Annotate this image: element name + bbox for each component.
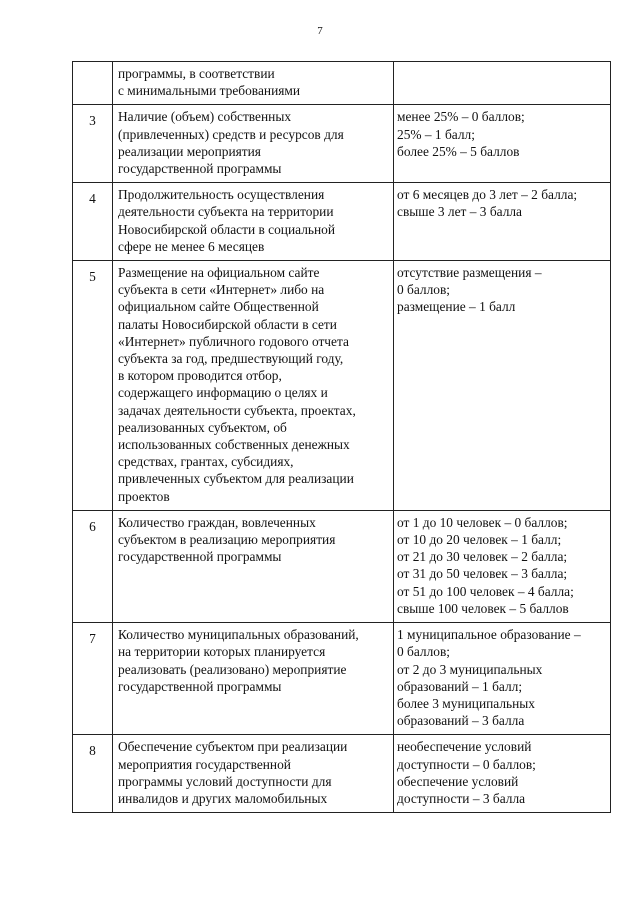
score-line: размещение – 1 балл: [397, 299, 516, 315]
criterion-line: привлеченных субъектом для реализации: [118, 471, 354, 487]
criterion-line: государственной программы: [118, 549, 282, 565]
criterion-cell: [113, 105, 394, 183]
criterion-line: реализации мероприятия: [118, 143, 261, 159]
criterion-cell: [113, 261, 394, 511]
criterion-line: официальном сайте Общественной: [118, 299, 319, 315]
criterion-line: на территории которых планируется: [118, 644, 326, 660]
score-cell: [394, 183, 611, 261]
score-line: свыше 3 лет – 3 балла: [397, 204, 523, 220]
score-line: более 25% – 5 баллов: [397, 143, 520, 159]
table-row: [73, 261, 611, 511]
row-number: 4: [73, 183, 113, 261]
row-number: [73, 62, 113, 105]
criterion-line: субъекта за год, предшествующий году,: [118, 351, 344, 367]
score-line: от 31 до 50 человек – 3 балла;: [397, 566, 568, 582]
score-line: 25% – 1 балл;: [397, 126, 475, 142]
criterion-cell: [113, 623, 394, 735]
score-cell: [394, 261, 611, 511]
criterion-line: Количество муниципальных образований,: [118, 627, 359, 643]
table-row: [73, 105, 611, 183]
score-line: образований – 1 балл;: [397, 678, 523, 694]
row-number: 6: [73, 510, 113, 622]
table-row: [73, 183, 611, 261]
criterion-line: задачах деятельности субъекта, проектах,: [118, 402, 356, 418]
score-cell: [394, 105, 611, 183]
row-number: 5: [73, 261, 113, 511]
score-line: необеспечение условий: [397, 739, 532, 755]
score-cell: [394, 623, 611, 735]
criterion-line: деятельности субъекта на территории: [118, 204, 334, 220]
criterion-line: «Интернет» публичного годового отчета: [118, 333, 349, 349]
score-cell: [394, 62, 611, 105]
score-line: от 21 до 30 человек – 2 балла;: [397, 549, 568, 565]
score-line: 0 баллов;: [397, 282, 451, 298]
criterion-line: сфере не менее 6 месяцев: [118, 238, 265, 254]
criterion-line: реализованных субъектом, об: [118, 419, 287, 435]
criterion-line: государственной программы: [118, 678, 282, 694]
score-line: более 3 муниципальных: [397, 695, 535, 711]
criterion-line: Обеспечение субъектом при реализации: [118, 739, 348, 755]
table-row: [73, 623, 611, 735]
criterion-line: государственной программы: [118, 161, 282, 177]
criterion-cell: [113, 510, 394, 622]
score-line: отсутствие размещения –: [397, 265, 542, 281]
table-row: [73, 510, 611, 622]
criterion-line: с минимальными требованиями: [118, 83, 301, 99]
criterion-line: Количество граждан, вовлеченных: [118, 514, 316, 530]
criterion-cell: [113, 183, 394, 261]
score-line: от 51 до 100 человек – 4 балла;: [397, 583, 574, 599]
score-line: обеспечение условий: [397, 773, 519, 789]
score-line: 0 баллов;: [397, 644, 451, 660]
score-line: менее 25% – 0 баллов;: [397, 109, 525, 125]
criterion-cell: [113, 62, 394, 105]
criterion-line: (привлеченных) средств и ресурсов для: [118, 126, 344, 142]
row-number: 8: [73, 735, 113, 813]
criterion-line: использованных собственных денежных: [118, 437, 350, 453]
score-line: от 10 до 20 человек – 1 балл;: [397, 532, 562, 548]
score-line: от 6 месяцев до 3 лет – 2 балла;: [397, 187, 578, 203]
criterion-line: содержащего информацию о целях и: [118, 385, 328, 401]
score-line: доступности – 3 балла: [397, 790, 526, 806]
score-line: от 2 до 3 муниципальных: [397, 661, 543, 677]
criterion-line: мероприятия государственной: [118, 756, 291, 772]
score-cell: [394, 735, 611, 813]
criteria-table: [72, 61, 611, 813]
criterion-line: субъектом в реализацию мероприятия: [118, 532, 336, 548]
criterion-line: программы, в соответствии: [118, 66, 275, 81]
score-line: 1 муниципальное образование –: [397, 627, 581, 643]
criterion-cell: [113, 735, 394, 813]
criterion-line: Наличие (объем) собственных: [118, 109, 292, 125]
criterion-line: реализовать (реализовано) мероприятие: [118, 661, 347, 677]
table-row: [73, 735, 611, 813]
score-line: свыше 100 человек – 5 баллов: [397, 600, 569, 616]
criterion-line: палаты Новосибирской области в сети: [118, 316, 337, 332]
criterion-line: Размещение на официальном сайте: [118, 265, 320, 281]
score-line: от 1 до 10 человек – 0 баллов;: [397, 514, 568, 530]
score-line: доступности – 0 баллов;: [397, 756, 536, 772]
row-number: 7: [73, 623, 113, 735]
criterion-line: средствах, грантах, субсидиях,: [118, 454, 294, 470]
criterion-line: субъекта в сети «Интернет» либо на: [118, 282, 325, 298]
table-row: [73, 62, 611, 105]
criterion-line: проектов: [118, 488, 170, 504]
page-number: 7: [317, 25, 323, 37]
criterion-line: в котором проводится отбор,: [118, 368, 282, 384]
criterion-line: инвалидов и других маломобильных: [118, 790, 328, 806]
score-line: образований – 3 балла: [397, 713, 525, 729]
criterion-line: Новосибирской области в социальной: [118, 221, 336, 237]
criteria-table-body: [73, 62, 611, 813]
criterion-line: Продолжительность осуществления: [118, 187, 325, 203]
score-cell: [394, 510, 611, 622]
row-number: 3: [73, 105, 113, 183]
criterion-line: программы условий доступности для: [118, 773, 332, 789]
